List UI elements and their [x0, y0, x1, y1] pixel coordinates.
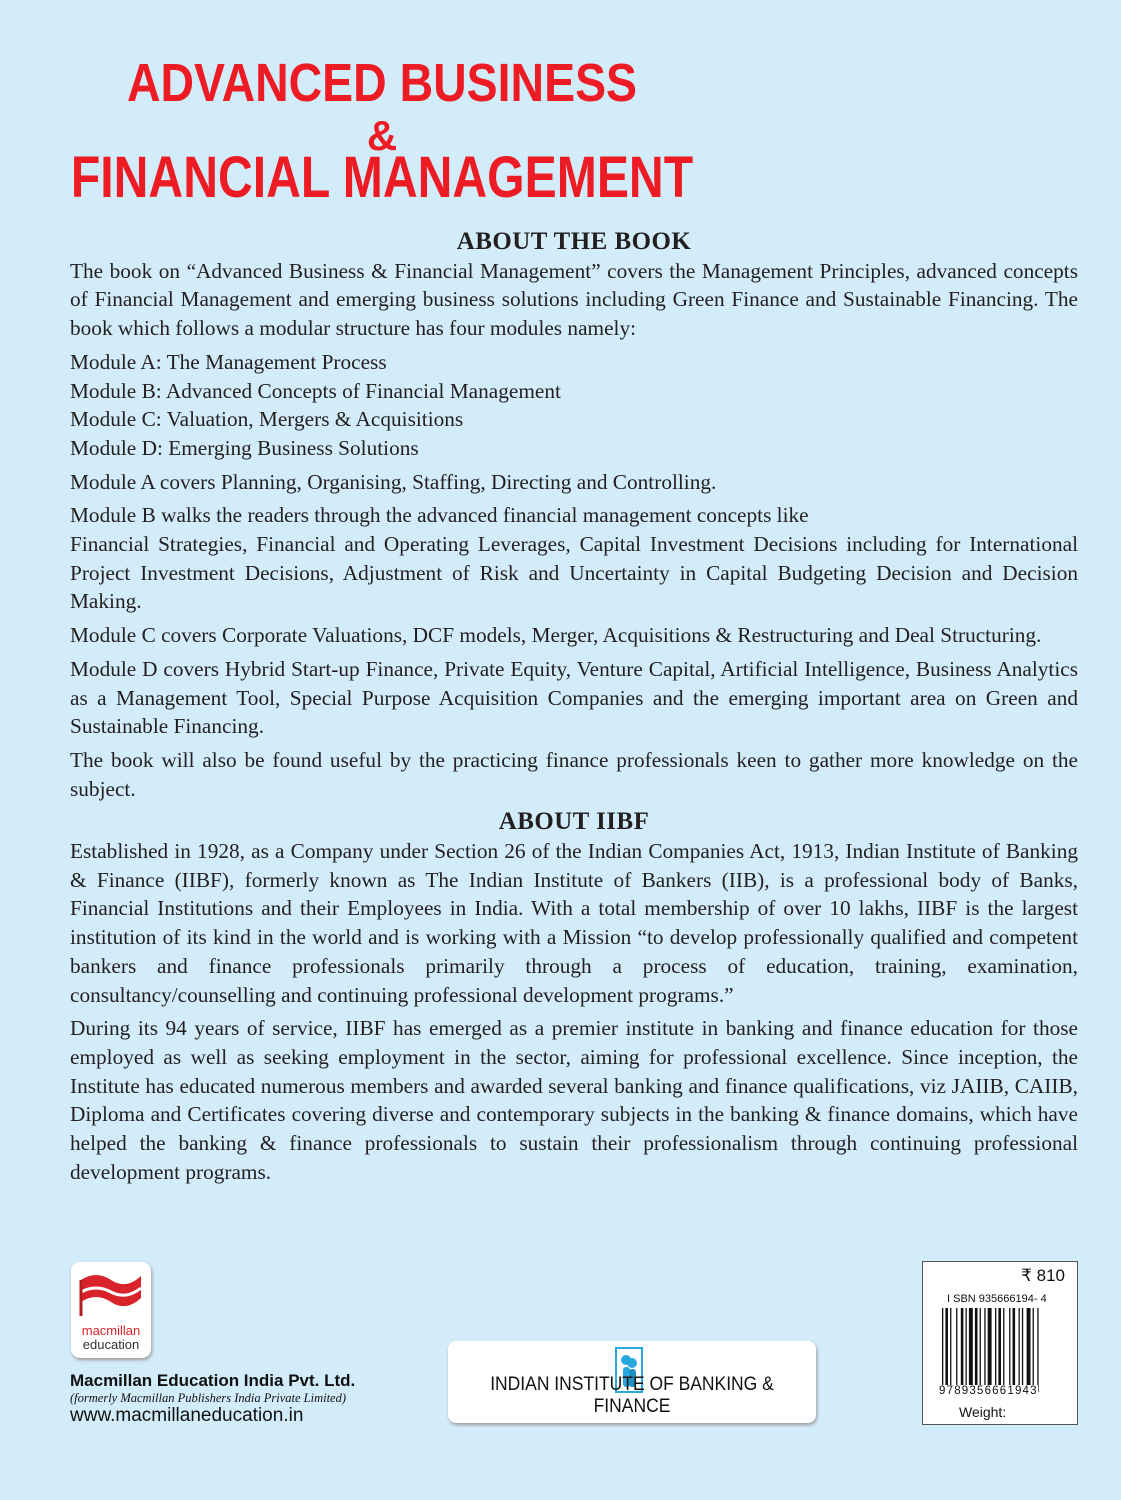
publisher-name: Macmillan Education India Pvt. Ltd. — [70, 1371, 356, 1390]
publisher-url: www.macmillaneducation.in — [70, 1405, 304, 1426]
module-d-desc: Module D covers Hybrid Start-up Finance, Private Equity, Venture Capital, Artificial Intelligence, Business Analytics as a Management Tool, Special Purpose Acquisition Companies and the emerging important area on Green and Sustainable Financing. — [70, 656, 1078, 739]
about-book-closing: The book will also be found useful by the practicing finance professionals keen to gather more knowledge on the subject. — [70, 747, 1078, 801]
module-item: Module A: The Management Process — [70, 349, 387, 374]
back-cover-text — [70, 228, 1078, 1192]
about-iibf-p2: During its 94 years of service, IIBF has emerged as a premier institute in banking and finance education for those employed as well as seeking employment in the sector, aiming for professional excellence. Since inception, the Institute has educated numerous members and awarded several banking and finance qualifications, viz JAIIB, CAIIB, Diploma and Certificates covering diverse and contemporary subjects in the banking & finance domains, which have helped the banking & finance professionals to sustain their professionalism through continuing professional development programs. — [70, 1016, 1078, 1184]
barcode-icon — [942, 1308, 1058, 1392]
module-item: Module B: Advanced Concepts of Financial Management — [70, 378, 561, 403]
iibf-name: INDIAN INSTITUTE OF BANKING & FINANCE — [490, 1374, 774, 1417]
education-logo-text: education — [82, 1337, 140, 1352]
isbn: I SBN 935666194- 4 — [947, 1293, 1047, 1305]
barcode-box — [922, 1261, 1078, 1425]
book-title-line2: FINANCIAL MANAGEMENT — [70, 145, 694, 210]
barcode-number: 9789356661943 — [939, 1385, 1038, 1397]
module-b-lead: Module B walks the readers through the advanced financial management concepts like — [70, 503, 809, 528]
module-a-desc: Module A covers Planning, Organising, Staffing, Directing and Controlling. — [70, 469, 717, 494]
book-title-line1: ADVANCED BUSINESS — [126, 53, 638, 113]
module-b-desc: Financial Strategies, Financial and Operating Leverages, Capital Investment Decisions including for International Project Investment Decisions, Adjustment of Risk and Uncertainty in Capital Budgeting Decision and Decision Making. — [70, 532, 1078, 614]
iibf-logo-box — [448, 1341, 816, 1423]
about-book-intro: The book on “Advanced Business & Financial Management” covers the Management Principles, advanced concepts of Financial Management and emerging business solutions including Green Finance and Sustainable Financing. The book which follows a modular structure has four modules namely: — [70, 258, 1078, 341]
module-list — [70, 348, 1078, 463]
about-iibf-heading: ABOUT IIBF — [498, 808, 650, 836]
macmillan-flag-icon — [71, 1262, 151, 1322]
module-item: Module C: Valuation, Mergers & Acquisitions — [70, 407, 464, 432]
book-title-ampersand: & — [366, 112, 398, 159]
module-c-desc: Module C covers Corporate Valuations, DCF models, Merger, Acquisitions & Restructuring and Deal Structuring. — [70, 623, 1042, 648]
about-book-heading: ABOUT THE BOOK — [456, 228, 692, 255]
about-iibf-p1: Established in 1928, as a Company under Section 26 of the Indian Companies Act, 1913, Indian Institute of Banking & Finance (IIBF), formerly known as The Indian Institute of Bankers (IIB), is a professional body of Banks, Financial Institutions and their Employees in India. With a total membership of over 10 lakhs, IIBF is the largest institution of its kind in the world and is working with a Mission “to develop professionally qualified and competent bankers and finance professionals primarily through a process of education, training, examination, consultancy/counselling and continuing professional development programs.” — [70, 839, 1078, 1007]
module-item: Module D: Emerging Business Solutions — [70, 435, 419, 460]
publisher-former-name: (formerly Macmillan Publishers India Private Limited) — [70, 1391, 347, 1405]
macmillan-logo — [71, 1262, 151, 1358]
price: ₹ 810 — [1021, 1266, 1065, 1285]
weight-label: Weight: — [959, 1404, 1007, 1420]
macmillan-logo-text: macmillan — [81, 1323, 141, 1338]
